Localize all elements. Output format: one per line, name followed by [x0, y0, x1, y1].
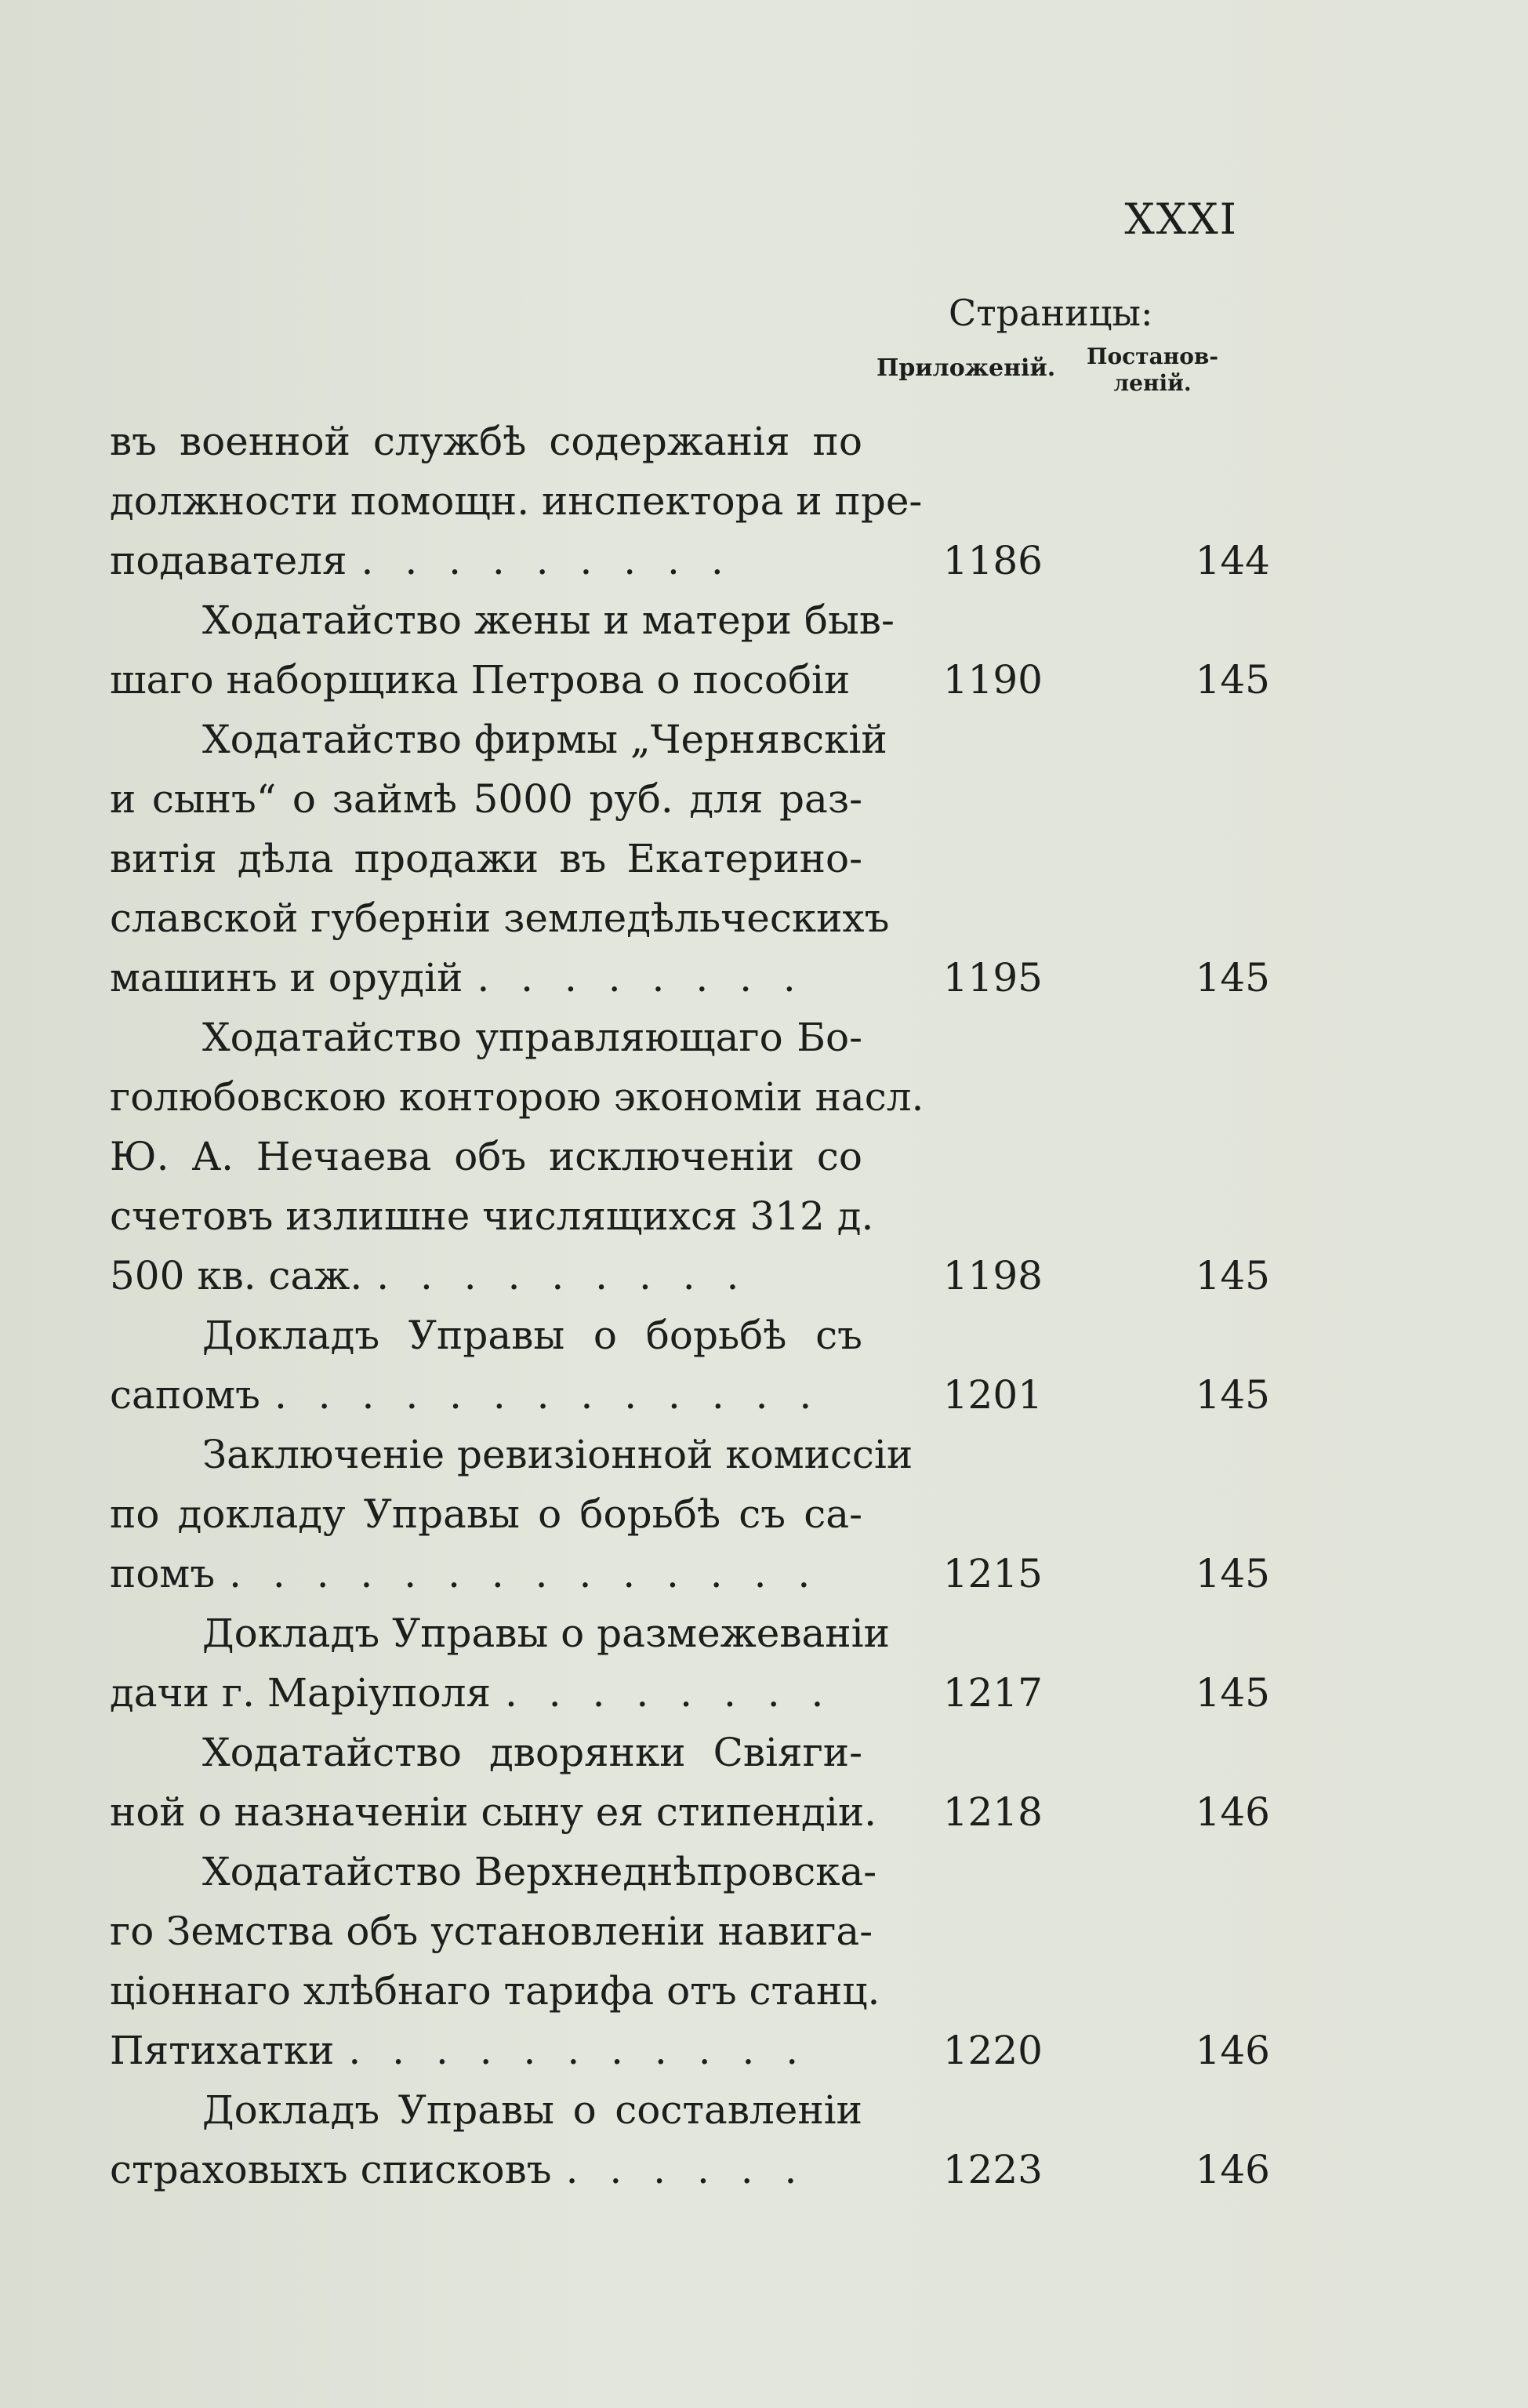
index-line: [110, 1842, 1270, 1901]
leader-dots: . . . . . . . .: [505, 1670, 833, 1716]
index-line: [110, 1961, 1270, 2021]
applications-page: 1186: [942, 538, 1043, 583]
entry-text: страховыхъ списковъ: [110, 2147, 552, 2192]
index-line: [110, 1782, 1270, 1842]
resolutions-page: 146: [1195, 2147, 1270, 2192]
index-line: [110, 1604, 1270, 1663]
entry-text: Докладъ Управы о борьбѣ съ: [202, 1313, 862, 1358]
column-header-applications: Приложеній.: [877, 354, 1056, 382]
entry-text: помъ: [110, 1551, 216, 1596]
index-line: [110, 2021, 1270, 2080]
entry-text: Ходатайство Верхнеднѣпровска-: [202, 1849, 877, 1894]
index-line: [110, 1484, 1270, 1544]
index-line: [110, 1365, 1270, 1425]
index-line: [110, 2080, 1270, 2140]
index-line: [110, 2140, 1270, 2199]
applications-page: 1218: [942, 1789, 1043, 1835]
resolutions-page: 145: [1195, 1372, 1270, 1418]
index-line: [110, 1723, 1270, 1782]
applications-page: 1217: [942, 1670, 1043, 1716]
index-line: [110, 710, 1270, 769]
entry-text: ціоннаго хлѣбнаго тарифа отъ станц.: [110, 1968, 880, 2014]
leader-dots: . . . . . . . .: [477, 955, 805, 1001]
applications-page: 1190: [942, 657, 1043, 703]
entry-text: Ходатайство фирмы „Чернявскій: [202, 717, 887, 762]
resolutions-page: 144: [1195, 538, 1270, 583]
entry-text: подавателя: [110, 538, 347, 583]
column-header-resolutions: Постанов-леній.: [1087, 343, 1218, 396]
entry-text: должности помощн. инспектора и пре-: [110, 478, 923, 524]
applications-page: 1220: [942, 2028, 1043, 2073]
index-line: [110, 412, 1270, 471]
column-header-pages: Страницы:: [949, 292, 1153, 334]
entry-text: ной о назначеніи сыну ея стипендіи.: [110, 1789, 877, 1835]
entry-text: Ходатайство жены и матери быв-: [202, 597, 895, 643]
entry-text: 500 кв. саж.: [110, 1253, 363, 1298]
index-line: [110, 471, 1270, 531]
applications-page: 1195: [942, 955, 1043, 1001]
entry-text: машинъ и орудій: [110, 955, 463, 1001]
entry-text: Ю. А. Нечаева объ исключеніи со: [110, 1134, 862, 1179]
entry-text: дачи г. Маріуполя: [110, 1670, 492, 1716]
index-line: [110, 888, 1270, 948]
index-line: [110, 1186, 1270, 1246]
entry-text: шаго наборщика Петрова о пособіи: [110, 657, 851, 703]
index-line: [110, 1544, 1270, 1604]
index-line: [110, 531, 1270, 590]
applications-page: 1215: [942, 1551, 1043, 1596]
leader-dots: . . . . . . . . .: [376, 1253, 749, 1298]
index-entries: [110, 412, 1270, 2199]
entry-text: Ходатайство управляющаго Бо-: [202, 1015, 862, 1060]
resolutions-page: 145: [1195, 657, 1270, 703]
index-line: [110, 1901, 1270, 1961]
entry-text: счетовъ излишне числящихся 312 д.: [110, 1193, 874, 1239]
index-line: [110, 829, 1270, 888]
index-line: [110, 1425, 1270, 1484]
entry-text: Докладъ Управы о размежеваніи: [202, 1611, 890, 1656]
entry-text: по докладу Управы о борьбѣ съ са-: [110, 1491, 862, 1537]
entry-text: Докладъ Управы о составленіи: [202, 2087, 862, 2133]
entry-text: и сынъ“ о займѣ 5000 руб. для раз-: [110, 776, 862, 822]
index-line: [110, 1306, 1270, 1365]
entry-text: въ военной службѣ содержанія по: [110, 419, 862, 464]
entry-text: Ходатайство дворянки Свіяги-: [202, 1730, 862, 1775]
resolutions-page: 145: [1195, 1670, 1270, 1716]
resolutions-page: 145: [1195, 1253, 1270, 1298]
resolutions-page: 145: [1195, 1551, 1270, 1596]
entry-text: славской губерніи земледѣльческихъ: [110, 895, 890, 941]
leader-dots: . . . . . . . . . . . . .: [274, 1372, 822, 1418]
index-line: [110, 1127, 1270, 1186]
index-line: [110, 1008, 1270, 1067]
index-line: [110, 1067, 1270, 1127]
index-line: [110, 650, 1270, 710]
index-line: [110, 1663, 1270, 1723]
entry-text: Заключеніе ревизіонной комиссіи: [202, 1432, 913, 1477]
leader-dots: . . . . . . . . . . .: [348, 2028, 808, 2073]
index-line: [110, 1246, 1270, 1306]
index-line: [110, 769, 1270, 829]
leader-dots: . . . . . . . . .: [361, 538, 733, 583]
resolutions-page: 146: [1195, 1789, 1270, 1835]
index-line: [110, 948, 1270, 1008]
leader-dots: . . . . . . . . . . . . . .: [229, 1551, 820, 1596]
leader-dots: . . . . . .: [565, 2147, 807, 2192]
applications-page: 1198: [942, 1253, 1043, 1298]
entry-text: голюбовскою конторою экономіи насл.: [110, 1074, 924, 1120]
entry-text: Пятихатки: [110, 2028, 335, 2073]
resolutions-page: 145: [1195, 955, 1270, 1001]
entry-text: го Земства объ установленіи навига-: [110, 1909, 873, 1954]
entry-text: сапомъ: [110, 1372, 260, 1418]
resolutions-page: 146: [1195, 2028, 1270, 2073]
entry-text: витія дѣла продажи въ Екатерино-: [110, 836, 862, 881]
index-line: [110, 590, 1270, 650]
page-number: XXXI: [1124, 194, 1238, 244]
applications-page: 1223: [942, 2147, 1043, 2192]
applications-page: 1201: [942, 1372, 1043, 1418]
